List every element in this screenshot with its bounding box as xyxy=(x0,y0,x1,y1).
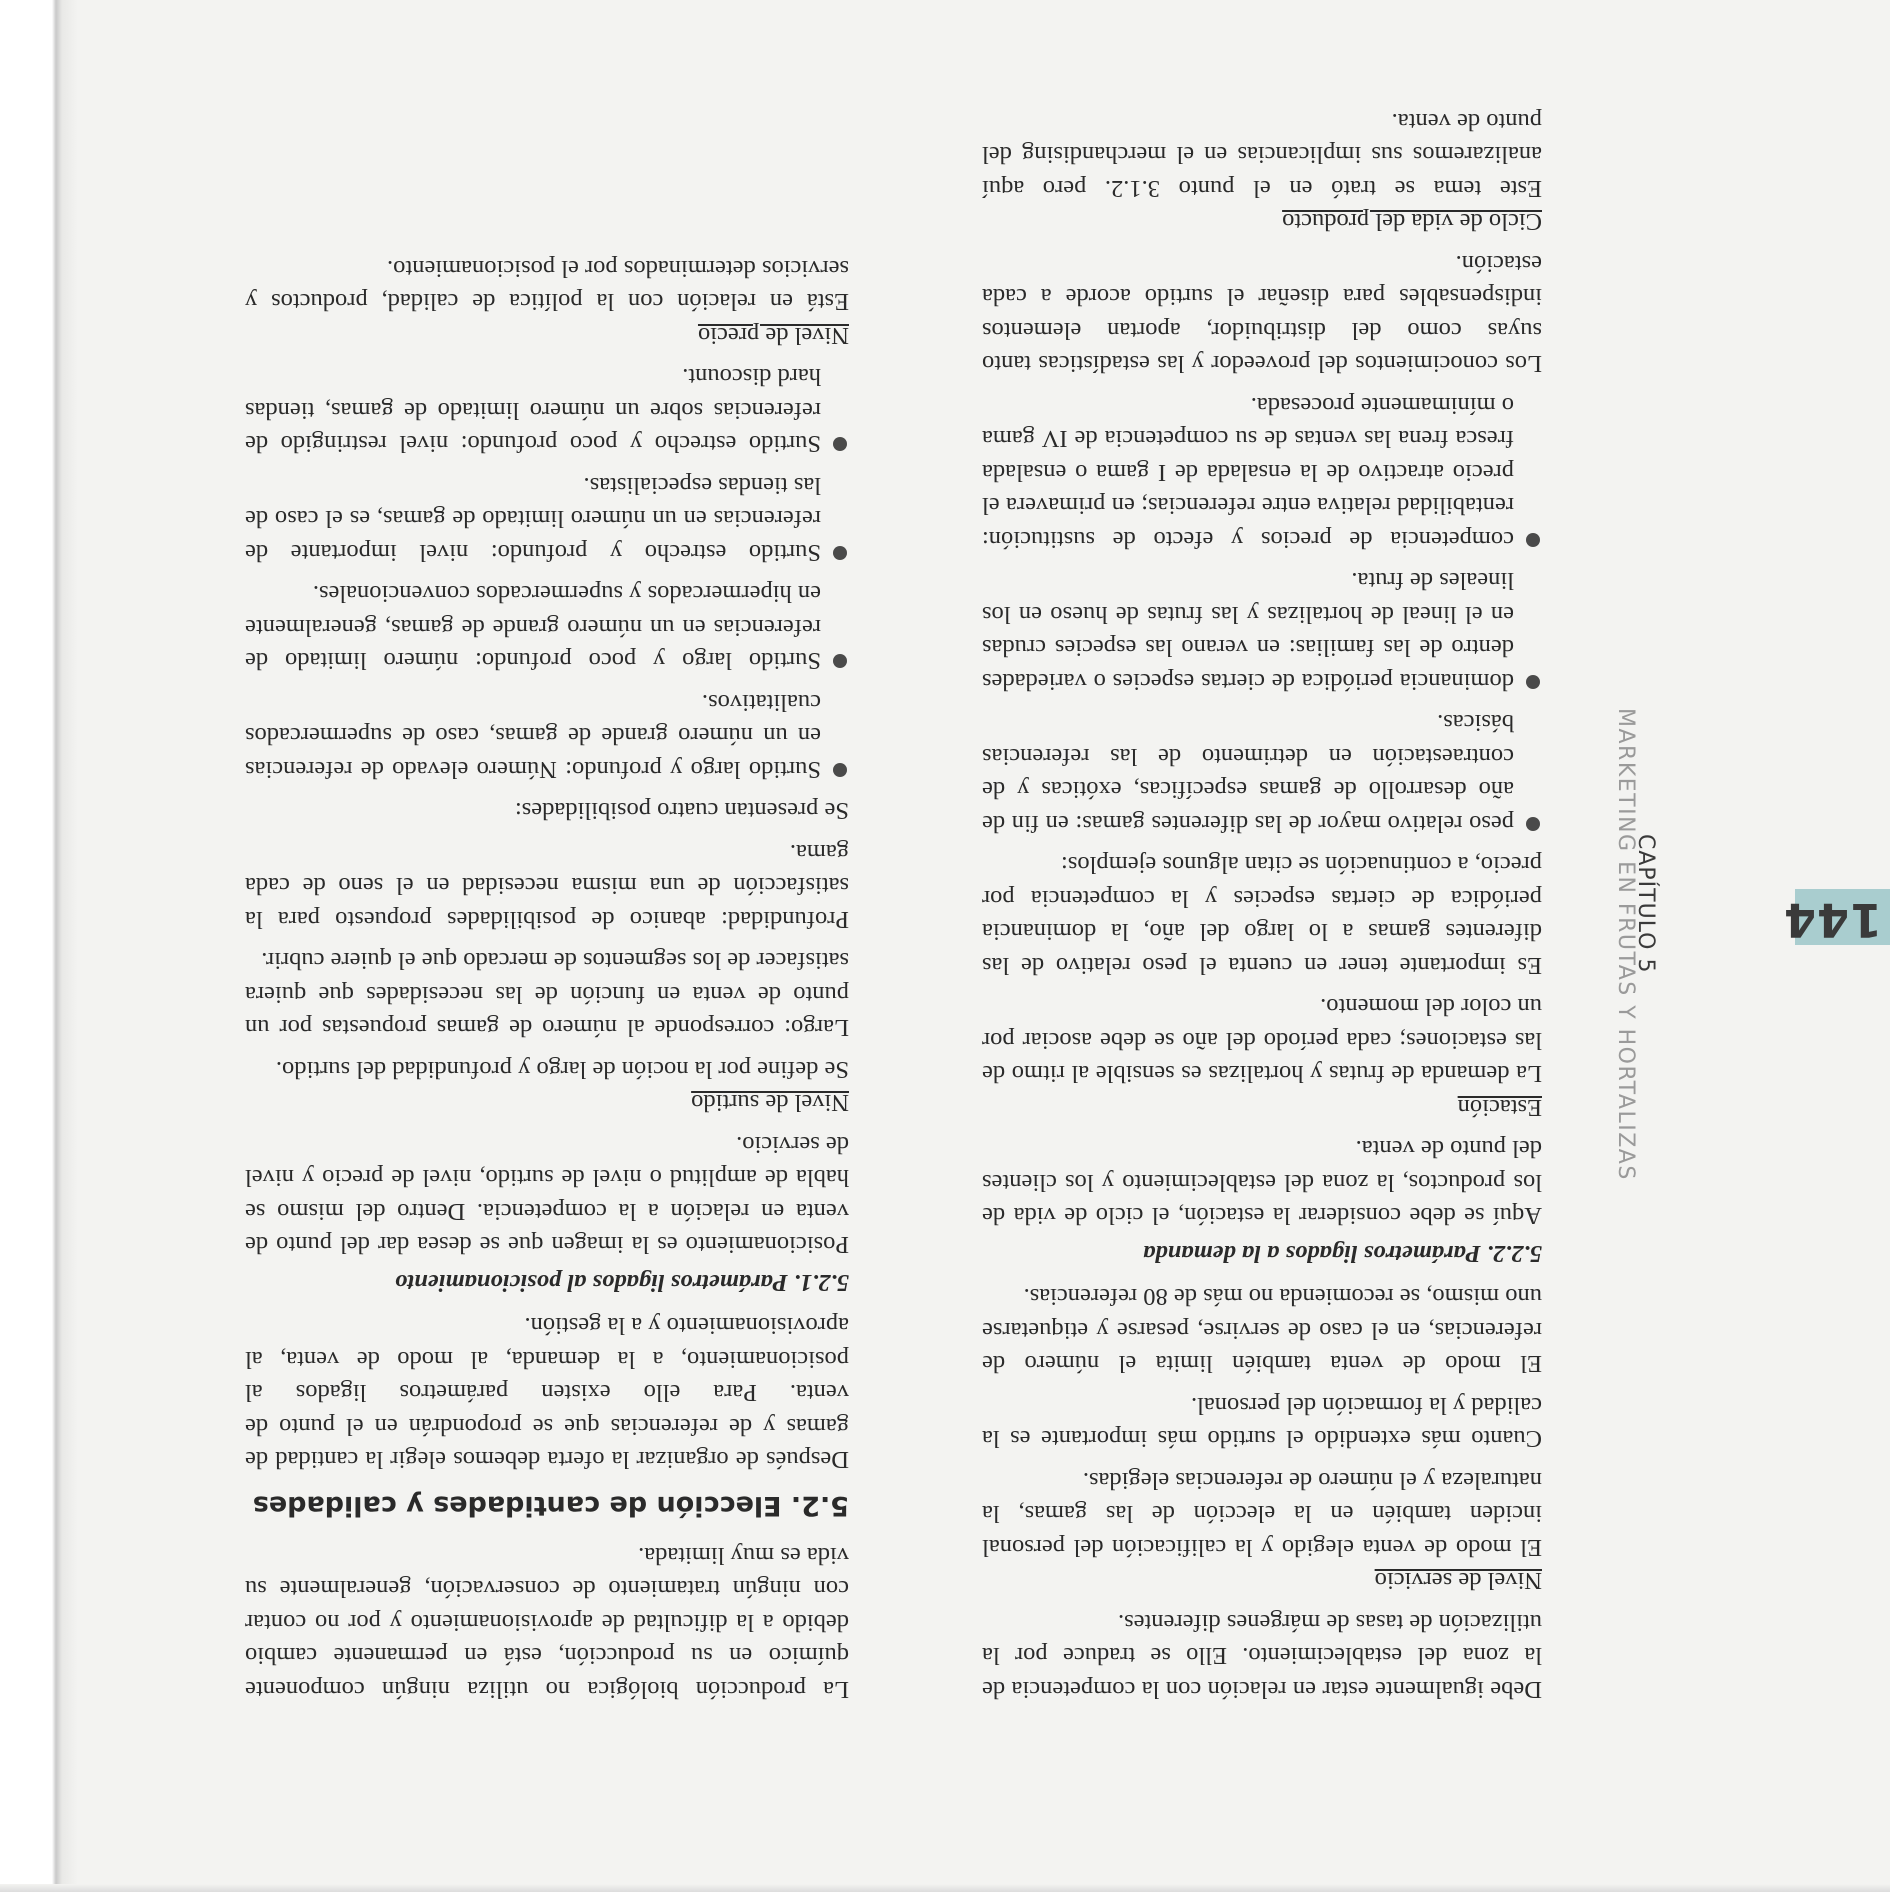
positioning-text: Posicionamiento es la imagen que se desea dar del punto de venta en relación a la competencia. Dentro del mismo se habla de amplitud o nivel de surtido, nivel de precio y nivel de servicio. xyxy=(245,1131,849,1259)
right-column xyxy=(245,252,849,1707)
intro-paragraph: La producción biológica no utiliza ningún componente químico en su producción, está en permanente cambio debido a la dificultad de aprovisionamiento y por no contar con ningún tratamiento de conservación, generalmente su vida es muy limitada. xyxy=(245,1542,849,1703)
list-item: Surtido estrecho y profundo: nivel importante de referencias en un número limitado de gamas, es el caso de las tiendas especialistas. xyxy=(245,469,849,570)
book-title: MARKETING EN FRUTAS Y HORTALIZAS xyxy=(1613,708,1638,1181)
demand-text: Aquí se debe considerar la estación, el ciclo de vida de los productos, la zona del establecimiento y los clientes del punto de venta. xyxy=(982,1135,1542,1230)
conocimientos-text: Los conocimientos del proveedor y las estadísticas tanto suyas como del distribuidor, aportan elementos indispensables para diseñar el surtido acorde a cada estación. xyxy=(982,250,1542,378)
section-intro: Después de organizar la oferta debemos elegir la cantidad de gamas y de referencias que se propondrán en el punto de venta. Para ello existen parámetros ligados al posicionamiento, a la demanda, al modo de venta, al aprovisionamiento y a la gestión. xyxy=(245,1312,849,1474)
ciclo-text: Este tema se trató en el punto 3.1.2. pero aquí analizaremos sus implicancias en el merchandising del punto de venta. xyxy=(982,108,1542,202)
bullet-icon xyxy=(833,763,847,777)
list-item: peso relativo mayor de las diferentes gamas: en fin de año desarrollo de gamas específicas, exóticas y de contraestación en detrimento de las referencias básicas. xyxy=(982,706,1542,840)
list-item: Surtido largo y poco profundo: número limitado de referencias en un número grande de gamas, generalmente en hipermercados y supermercados convencionales. xyxy=(245,577,849,678)
left-column xyxy=(982,105,1542,1707)
precio-heading: Nivel de precio xyxy=(697,322,849,349)
scan-bottom-edge xyxy=(0,1884,1890,1892)
surtido-heading: Nivel de surtido xyxy=(691,1089,849,1117)
page-number: 144 xyxy=(1782,893,1882,947)
bullet-icon xyxy=(1526,675,1540,689)
estacion-text-1: La demanda de frutas y hortalizas es sensible al ritmo de las estaciones; cada período del año se debe asociar por un color del momento. xyxy=(982,993,1542,1088)
chapter-label: CAPÍTULO 5 xyxy=(1633,834,1658,974)
servicio-text-1: El modo de venta elegido y la calificación del personal inciden también en la elección de las gamas, la naturaleza y el número de referencias elegidas. xyxy=(982,1467,1542,1561)
precio-text: Está en relación con la política de calidad, productos y servicios determinados por el posicionamiento. xyxy=(245,255,849,316)
posibilidades-intro: Se presentan cuatro posibilidades: xyxy=(514,797,849,825)
servicio-text-3: El modo de venta también limita el número de referencias, en el caso de servirse, pesarse y etiquetarse uno mismo, se recomienda no más de 80 referencias. xyxy=(982,1283,1542,1378)
bullet-icon xyxy=(833,546,847,560)
bullet-icon xyxy=(1526,817,1540,831)
servicio-heading: Nivel de servicio xyxy=(1374,1567,1542,1595)
list-item: dominancia periódica de ciertas especies o variedades dentro de las familias: en verano las especies crudas en el lineal de hortalizas y las frutas de hueso en los lineales de fruta. xyxy=(982,564,1542,698)
precio-continuation: Debe igualmente estar en relación con la competencia de la zona del establecimiento. Ello se traduce por la utilización de tasas de márgenes diferentes. xyxy=(982,1609,1542,1703)
list-item: Surtido estrecho y poco profundo: nivel restringido de referencias sobre un número limitado de gamas, tiendas hard discount. xyxy=(245,360,849,461)
subsection-heading-demand: 5.2.2. Parámetros ligados a la demanda xyxy=(1143,1240,1542,1267)
bullet-icon xyxy=(833,438,847,452)
bullet-icon xyxy=(1526,533,1540,547)
profundidad-text: Profundidad: abanico de posibilidades propuesto para la satisfacción de una misma necesidad en el seno de cada gama. xyxy=(245,839,849,933)
bullet-icon xyxy=(833,655,847,669)
estacion-heading: Estación xyxy=(1457,1094,1542,1121)
largo-text: Largo: corresponde al número de gamas propuestas por un punto de venta en función de las necesidades que quiera satisfacer de los segmentos de mercado que el quiere cubrir. xyxy=(245,947,849,1042)
estacion-text-2: Es importante tener en cuenta el peso relativo de las diferentes gamas a lo largo del año, la dominancia periódica de ciertas especies y la competencia por precio, a continuación se citan algunos ejemplos: xyxy=(982,851,1542,979)
subsection-heading-positioning: 5.2.1. Parámetros ligados al posicionamiento xyxy=(395,1269,849,1296)
surtido-text: Se define por la noción de largo y profundidad del surtido. xyxy=(275,1056,849,1083)
list-item: Surtido largo y profundo: Número elevado de referencias en un número grande de gamas, caso de supermercados cualitativos. xyxy=(245,686,849,787)
section-heading: 5.2. Elección de cantidades y calidades xyxy=(252,1490,849,1522)
list-item: competencia de precios y efecto de sustitución: rentabilidad relativa entre referencias; en primavera el precio atractivo de la ensalada de I gama o ensalada fresca frena las ventas de su competencia de IV gama o mínimamente procesada. xyxy=(982,389,1542,557)
servicio-text-2: Cuanto más extendido el surtido más importante es la calidad y la formación del personal. xyxy=(982,1392,1542,1453)
ciclo-heading: Ciclo de vida del producto xyxy=(1282,208,1542,236)
